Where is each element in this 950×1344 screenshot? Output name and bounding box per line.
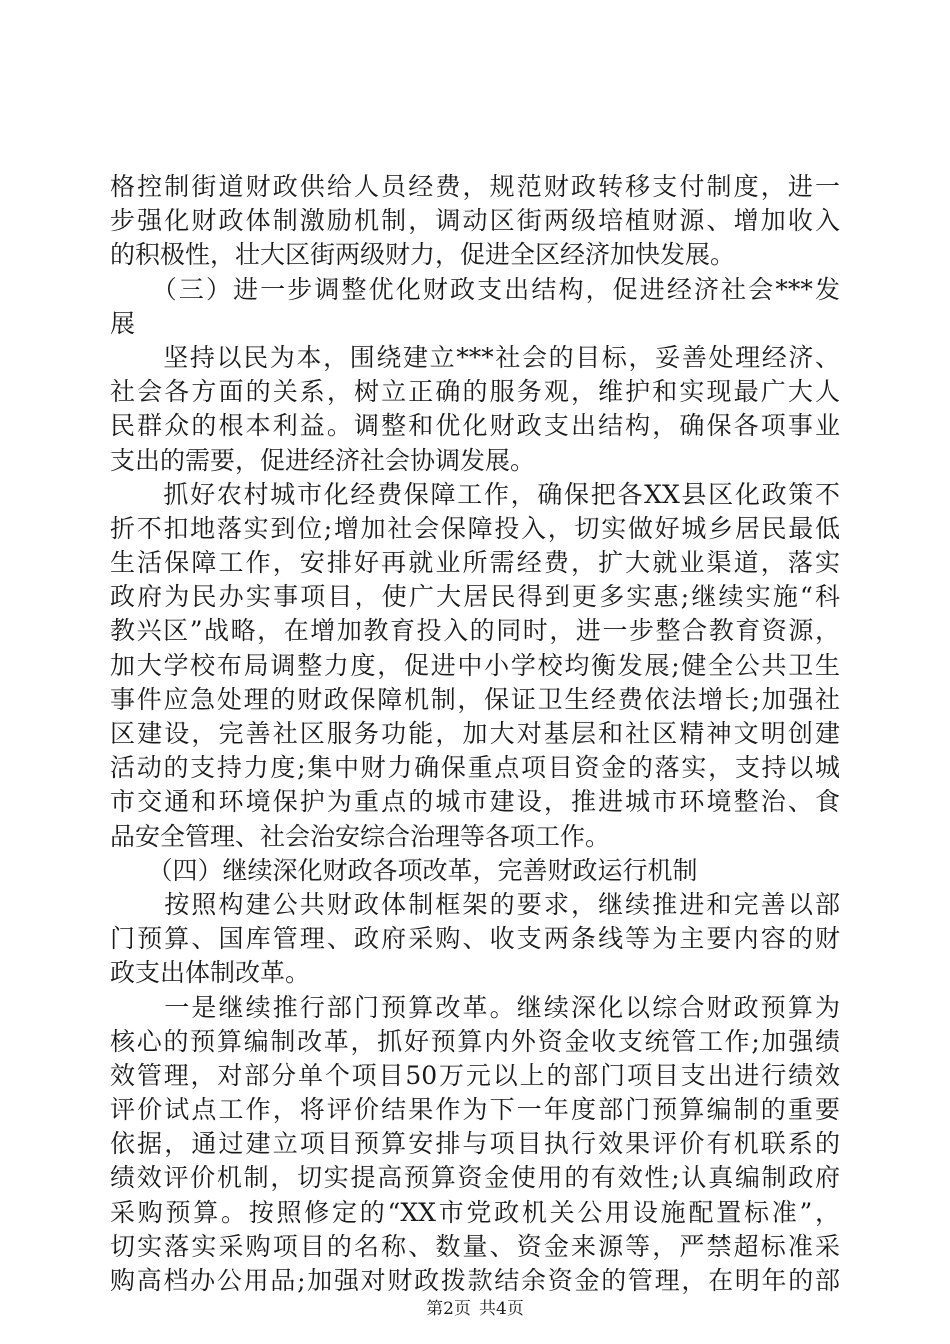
text-line: 绩效评价机制，切实提高预算资金使用的有效性;认真编制政府 [110,1163,840,1193]
page-total: 共4页 [479,1299,524,1319]
text-line: （三）进一步调整优化财政支出结构，促进经济社会***发 [110,274,840,304]
text-line: 按照构建公共财政体制框架的要求，继续推进和完善以部 [110,889,840,919]
text-line: 坚持以民为本，围绕建立***社会的目标，妥善处理经济、 [110,342,840,372]
text-line: 格控制街道财政供给人员经费，规范财政转移支付制度，进一 [110,172,840,201]
text-line: 核心的预算编制改革，抓好预算内外资金收支统管工作;加强绩 [110,1026,840,1056]
page-footer [0,1298,950,1320]
text-line: 事件应急处理的财政保障机制，保证卫生经费依法增长;加强社 [110,684,840,714]
text-line: 依据，通过建立项目预算安排与项目执行效果评价有机联系的 [110,1129,840,1159]
text-line: 评价试点工作，将评价结果作为下一年度部门预算编制的重要 [110,1095,840,1125]
text-line: 品安全管理、社会治安综合治理等各项工作。 [110,821,611,851]
text-line: 采购预算。按照修定的“XX市党政机关公用设施配置标准”， [110,1197,840,1227]
text-line: 活动的支持力度;集中财力确保重点项目资金的落实，支持以城 [110,753,840,783]
page-number: 第2页 [426,1299,471,1319]
text-line: 加大学校布局调整力度，促进中小学校均衡发展;健全公共卫生 [110,650,840,680]
text-line: 市交通和环境保护为重点的城市建设，推进城市环境整治、食 [110,787,840,817]
text-line: 政支出体制改革。 [110,958,311,988]
text-line: 购高档办公用品;加强对财政拨款结余资金的管理，在明年的部 [110,1266,840,1295]
text-line: 社会各方面的关系，树立正确的服务观，维护和实现最广大人 [110,377,840,407]
text-line: 切实落实采购项目的名称、数量、资金来源等，严禁超标准采 [110,1231,840,1261]
text-line: 教兴区”战略，在增加教育投入的同时，进一步整合教育资源， [110,616,840,646]
text-line: （四）继续深化财政各项改革，完善财政运行机制 [110,855,698,885]
text-line: 生活保障工作，安排好再就业所需经费，扩大就业渠道，落实 [110,548,840,578]
text-line: 效管理，对部分单个项目50万元以上的部门项目支出进行绩效 [110,1060,840,1090]
text-line: 步强化财政体制激励机制，调动区街两级培植财源、增加收入 [110,206,840,236]
text-line: 一是继续推行部门预算改革。继续深化以综合财政预算为 [110,992,840,1022]
text-line: 区建设，完善社区服务功能，加大对基层和社区精神文明创建 [110,719,840,748]
text-line: 政府为民办实事项目，使广大居民得到更多实惠;继续实施“科 [110,582,840,612]
document-body [110,170,840,1298]
text-line: 支出的需要，促进经济社会协调发展。 [110,445,536,475]
text-line: 的积极性，壮大区街两级财力，促进全区经济加快发展。 [110,240,736,270]
text-line: 折不扣地落实到位;增加社会保障投入，切实做好城乡居民最低 [110,513,840,543]
text-line: 展 [110,308,136,338]
text-line: 抓好农村城市化经费保障工作，确保把各XX县区化政策不 [110,479,840,509]
text-line: 门预算、国库管理、政府采购、收支两条线等为主要内容的财 [110,924,840,954]
text-line: 民群众的根本利益。调整和优化财政支出结构，确保各项事业 [110,411,840,441]
